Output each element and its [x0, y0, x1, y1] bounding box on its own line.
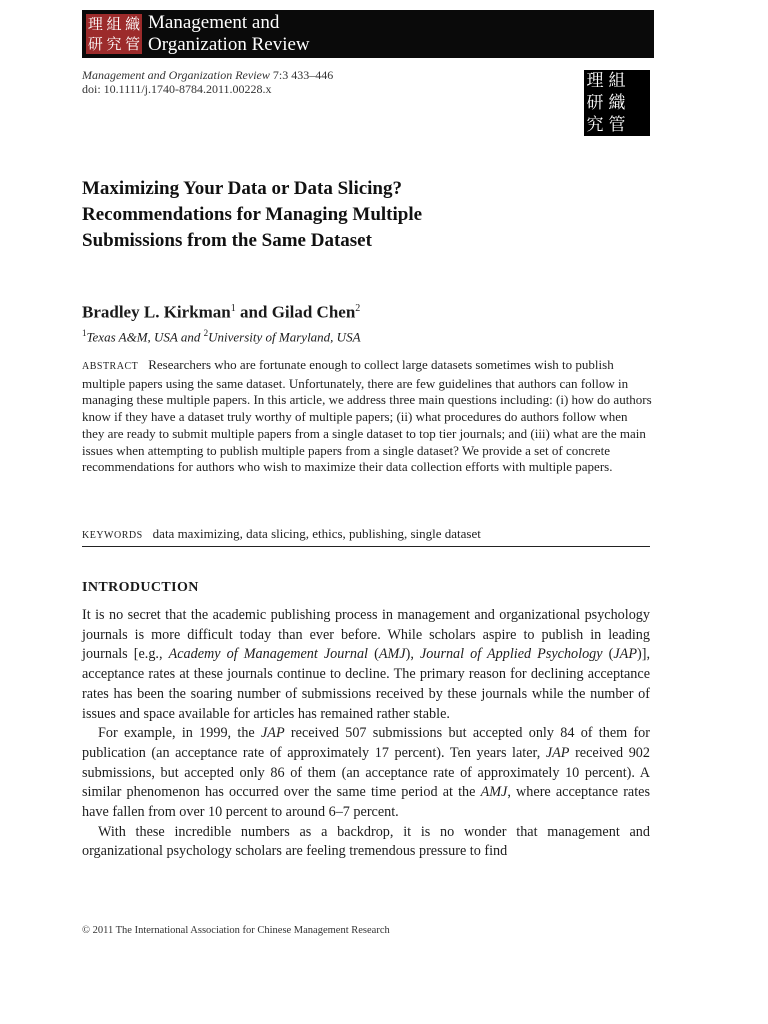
logo-char: 管 — [125, 35, 141, 53]
copyright-footer: © 2011 The International Association for Chinese Management Research — [82, 925, 390, 936]
citation-journal: Management and Organization Review — [82, 68, 270, 82]
text-run: With these incredible numbers as a backdrop, it is no wonder that management and organizational psychology scholars are feeling tremendous pressure to find — [82, 823, 650, 860]
journal-title-line2: Organization Review — [148, 34, 310, 55]
journal-logo-small — [86, 14, 142, 54]
journal-logo-large — [584, 70, 650, 136]
journal-banner — [82, 10, 654, 58]
journal-abbr: AMJ — [480, 784, 508, 801]
affiliations — [82, 324, 361, 346]
journal-title-line1: Management and — [148, 12, 280, 33]
citation — [82, 68, 333, 96]
text-run: )], acceptance rates at these journals continue to decline. The primary reason for declining acceptance rates has been the soaring number of submissions received by these journals while the number of issues and space available for articles has remained rather stable. — [82, 646, 651, 722]
keywords-text: data maximizing, data slicing, ethics, publishing, single dataset — [152, 526, 481, 541]
section-heading-introduction: INTRODUCTION — [82, 580, 199, 595]
paragraph — [82, 606, 650, 724]
author-2: Gilad Chen — [271, 302, 356, 322]
logo-char — [628, 70, 650, 92]
text-run: It is no secret that the academic publishing process in management and organizational psychology journals is more difficult today than ever before. While scholars aspire to publish in leading journals [e.g., — [82, 607, 650, 663]
affil-1-sup: 1 — [82, 328, 87, 338]
affil-2-sup: 2 — [203, 328, 209, 338]
divider — [82, 546, 650, 547]
article-title-line3: Submissions from the Same Dataset — [82, 230, 372, 251]
logo-char: 究 — [586, 115, 604, 135]
logo-char: 織 — [608, 93, 626, 113]
citation-volume: 7:3 433–446 — [269, 68, 334, 82]
logo-char: 織 — [125, 15, 141, 33]
text-run: ( — [602, 646, 614, 663]
logo-char: 研 — [87, 35, 103, 53]
logo-char: 究 — [106, 35, 122, 53]
authors — [82, 298, 360, 324]
logo-char: 理 — [87, 15, 103, 33]
text-run: For example, in 1999, the — [98, 725, 261, 742]
journal-abbr: JAP — [261, 725, 285, 742]
author-1-sup: 1 — [230, 303, 236, 314]
author-1: Bradley L. Kirkman — [82, 302, 231, 322]
journal-name: Academy of Management Journal — [168, 646, 369, 663]
journal-abbr: JAP — [545, 744, 570, 761]
abstract — [82, 357, 652, 476]
logo-char: 組 — [106, 15, 122, 33]
affil-1: Texas A&M, USA and — [86, 329, 204, 345]
logo-char — [628, 92, 650, 114]
logo-char: 管 — [608, 115, 626, 135]
keywords — [82, 525, 652, 545]
journal-abbr: AMJ — [378, 646, 406, 663]
text-run: received 902 submissions, but accepted only 86 of them (an acceptance rate of approximately 10 percent). A similar phenomenon has occurred over the same time period at the — [82, 744, 650, 801]
author-conjunction: and — [235, 302, 272, 322]
keywords-label: KEYWORDS — [82, 530, 143, 541]
article-title-line1: Maximizing Your Data or Data Slicing? — [82, 178, 403, 199]
text-run: ( — [368, 646, 379, 663]
paragraph — [82, 823, 650, 862]
logo-char: 組 — [608, 71, 626, 91]
text-run: ), — [405, 646, 420, 663]
logo-char — [628, 114, 650, 136]
text-run: received 507 submissions but accepted only 84 of them for publication (an acceptance rate of approximately 17 percent). Ten years later, — [82, 725, 650, 761]
paragraph — [82, 724, 650, 823]
journal-abbr: JAP — [613, 646, 638, 663]
article-title — [82, 176, 662, 254]
logo-char: 理 — [586, 71, 604, 91]
body-text — [82, 606, 650, 862]
text-run: , where acceptance rates have fallen from over 10 percent to around 6–7 percent. — [82, 784, 650, 821]
abstract-label: ABSTRACT — [82, 361, 139, 372]
citation-doi: doi: 10.1111/j.1740-8784.2011.00228.x — [82, 82, 272, 96]
author-2-sup: 2 — [355, 303, 361, 314]
affil-2: University of Maryland, USA — [208, 329, 361, 345]
article-title-line2: Recommendations for Managing Multiple — [82, 204, 423, 225]
journal-name: Journal of Applied Psychology — [419, 646, 603, 663]
abstract-text: Researchers who are fortunate enough to collect large datasets sometimes wish to publish multiple papers using the same dataset. Unfortunately, there are few guidelines that authors can follow in managing these multiple papers. In this article, we address three main questions including: (i) how do authors know if they have a dataset truly worthy of multiple papers; (ii) what procedures do authors follow when they are ready to submit multiple papers from a single dataset to top tier journals; and (iii) what are the main issues when attempting to publish multiple papers from a single dataset? We provide a set of concrete recommendations for authors who wish to maximize their data collection efforts with multiple papers. — [82, 357, 652, 475]
logo-char: 研 — [586, 93, 604, 113]
journal-title — [148, 12, 310, 56]
